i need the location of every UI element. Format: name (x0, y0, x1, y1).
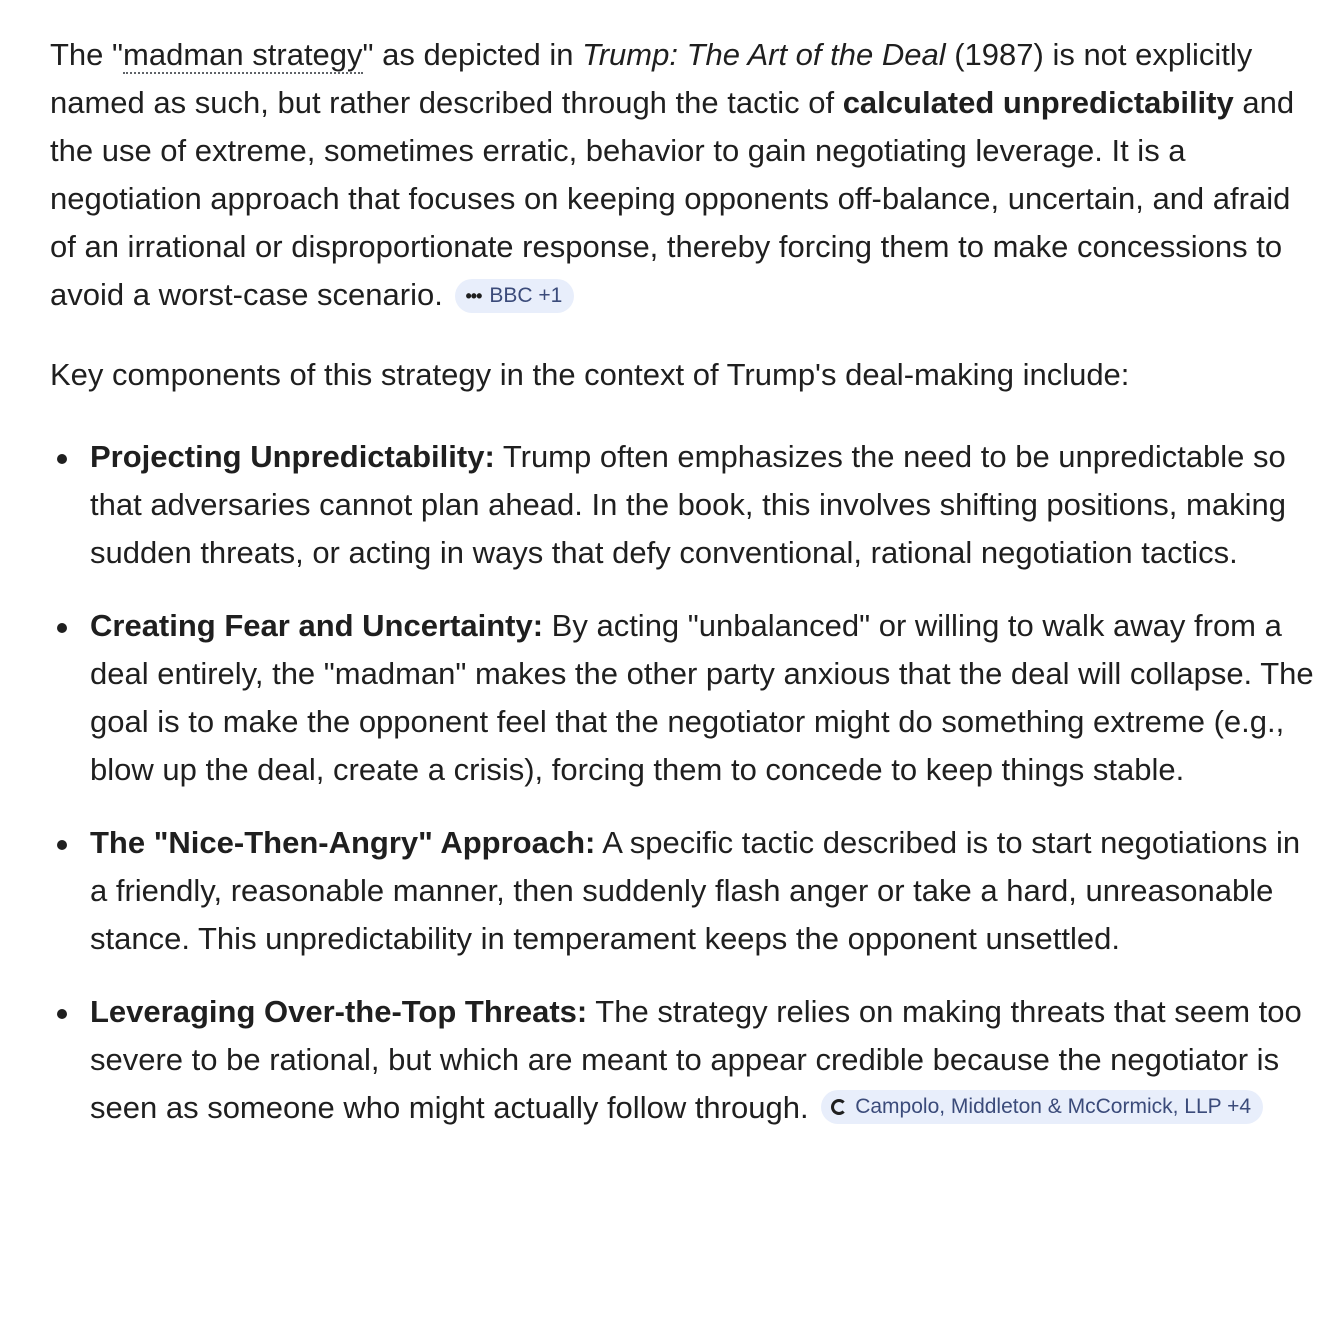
intro-text-2: " as depicted in (362, 37, 583, 72)
bullet-text: The strategy relies on making threats that seem too severe to be rational, but which are meant to appear credible because the negotiator is seen as someone who might actually follow through. (90, 994, 1302, 1125)
bullet-title: Projecting Unpredictability: (90, 439, 495, 474)
components-list (50, 433, 1320, 1132)
list-item (50, 433, 1320, 577)
answer-content (50, 31, 1320, 1157)
bullet-title: The "Nice-Then-Angry" Approach: (90, 825, 596, 860)
bullet-text: Trump often emphasizes the need to be unpredictable so that adversaries cannot plan ahead. In the book, this involves shifting positions, making sudden threats, or acting in ways that defy conventional, rational negotiation tactics. (90, 439, 1286, 570)
bullet-text: By acting "unbalanced" or willing to walk away from a deal entirely, the "madman" makes the other party anxious that the deal will collapse. The goal is to make the opponent feel that the negotiator might do something extreme (e.g., blow up the deal, create a crisis), forcing them to concede to keep things stable. (90, 608, 1314, 787)
madman-strategy-term[interactable]: madman strategy (123, 37, 363, 72)
list-item (50, 988, 1320, 1132)
list-item (50, 602, 1320, 794)
intro-text-1: The " (50, 37, 124, 72)
lead-paragraph: Key components of this strategy in the context of Trump's deal-making include: (50, 357, 1130, 392)
citation-label: BBC +1 (489, 284, 563, 307)
intro-text-4: and the use of extreme, sometimes erratic, behavior to gain negotiating leverage. It is a negotiation approach that focuses on keeping opponents off-balance, uncertain, and afraid of an irrational or disproportionate response, thereby forcing them to make concessions to avoid a worst-case scenario. (50, 85, 1295, 312)
citation-label: Campolo, Middleton & McCormick, LLP +4 (855, 1095, 1252, 1118)
book-title: Trump: The Art of the Deal (582, 37, 946, 72)
citation-chip-campolo[interactable] (821, 1090, 1263, 1124)
bullet-title: Leveraging Over-the-Top Threats: (90, 994, 588, 1029)
intro-text-3: (1987) is not explicitly named as such, but rather described through the tactic of (50, 37, 1253, 120)
source-c-icon (831, 1099, 847, 1115)
intro-paragraph (50, 31, 1320, 319)
more-dots-icon: ••• (465, 286, 482, 306)
bullet-title: Creating Fear and Uncertainty: (90, 608, 544, 643)
intro-bold-phrase: calculated unpredictability (842, 85, 1234, 120)
list-item (50, 819, 1320, 963)
bullet-text: A specific tactic described is to start negotiations in a friendly, reasonable manner, then suddenly flash anger or take a hard, unreasonable stance. This unpredictability in temperament keeps the opponent unsettled. (90, 825, 1301, 956)
citation-chip-bbc[interactable] (455, 279, 574, 313)
